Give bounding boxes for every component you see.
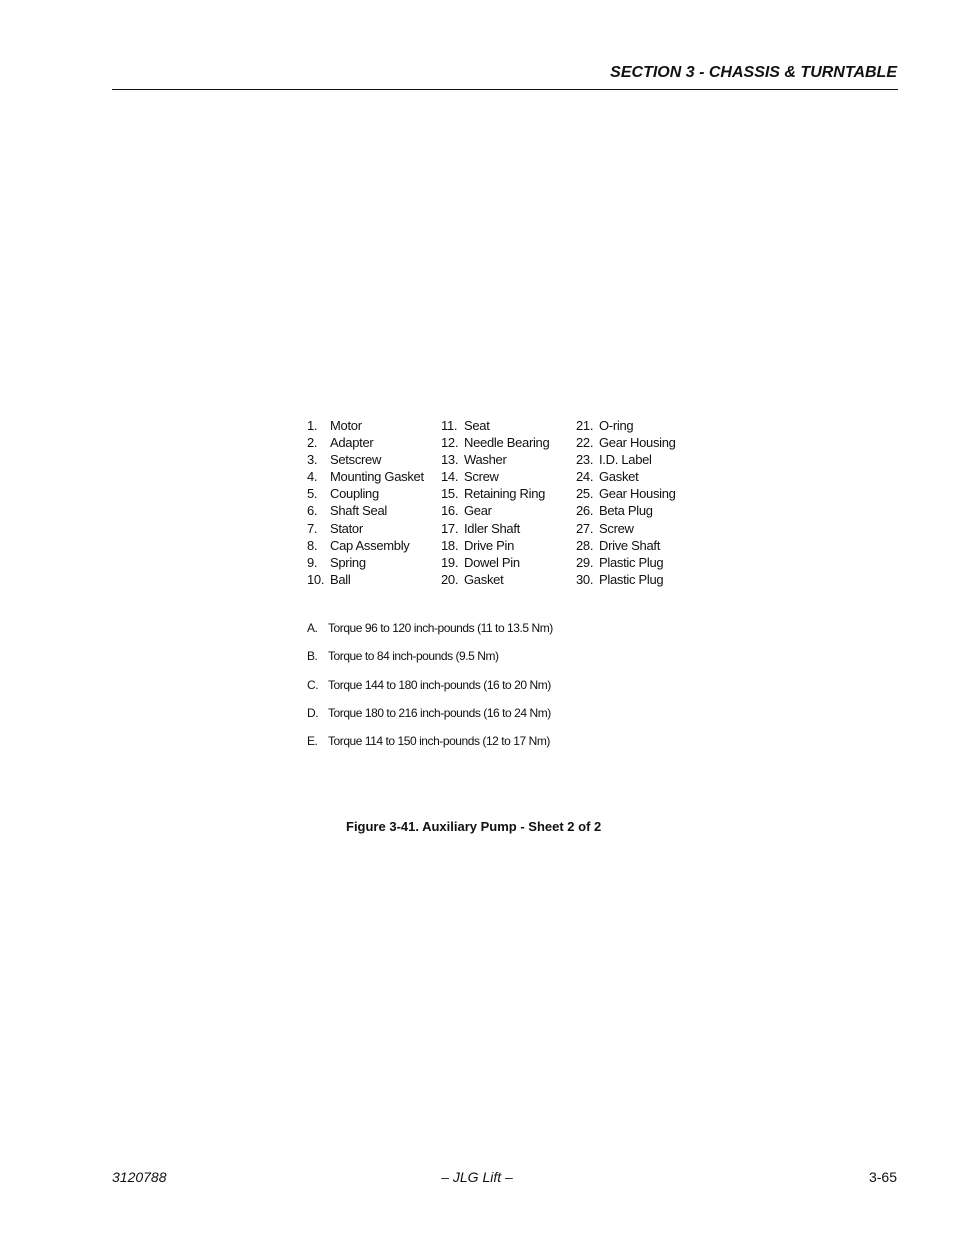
part-name: Cap Assembly bbox=[330, 537, 410, 553]
part-name: Motor bbox=[330, 418, 362, 433]
note-letter: C. bbox=[307, 677, 319, 692]
part-number: 10. bbox=[307, 571, 325, 587]
part-name: Plastic Plug bbox=[599, 571, 664, 587]
part-name: Shaft Seal bbox=[330, 503, 387, 519]
part-name: Drive Shaft bbox=[599, 537, 661, 553]
part-name: O-ring bbox=[599, 418, 634, 433]
note-text: Torque to 84 inch-pounds (9.5 Nm) bbox=[328, 649, 499, 664]
part-name: Beta Plug bbox=[599, 503, 653, 519]
part-number: 3. bbox=[307, 452, 318, 468]
part-name: Gear Housing bbox=[599, 435, 676, 451]
part-number: 15. bbox=[441, 486, 459, 502]
part-number: 2. bbox=[307, 435, 318, 451]
part-number: 7. bbox=[307, 520, 318, 536]
part-number: 20. bbox=[441, 571, 459, 587]
part-name: Idler Shaft bbox=[464, 520, 520, 536]
part-name: Washer bbox=[464, 452, 507, 468]
part-name: Screw bbox=[464, 469, 499, 485]
part-name: Mounting Gasket bbox=[330, 469, 424, 485]
part-name: Spring bbox=[330, 554, 366, 570]
note-letter: E. bbox=[307, 734, 318, 749]
part-name: Dowel Pin bbox=[464, 554, 520, 570]
part-number: 28. bbox=[576, 537, 594, 553]
note-text: Torque 144 to 180 inch-pounds (16 to 20 Nm) bbox=[328, 677, 551, 692]
part-name: Screw bbox=[599, 520, 634, 536]
part-number: 22. bbox=[576, 435, 594, 451]
part-number: 18. bbox=[441, 537, 459, 553]
part-number: 14. bbox=[441, 469, 459, 485]
part-name: Retaining Ring bbox=[464, 486, 546, 502]
note-text: Torque 96 to 120 inch-pounds (11 to 13.5 Nm) bbox=[328, 621, 553, 635]
part-number: 9. bbox=[307, 554, 318, 570]
note-text: Torque 114 to 150 inch-pounds (12 to 17 Nm) bbox=[328, 734, 550, 749]
publisher-name: – JLG Lift – bbox=[441, 1169, 513, 1185]
part-name: Setscrew bbox=[330, 452, 382, 468]
header-divider bbox=[112, 89, 898, 90]
part-name: Drive Pin bbox=[464, 537, 515, 553]
part-name: Coupling bbox=[330, 486, 379, 502]
part-name: Needle Bearing bbox=[464, 435, 550, 451]
part-number: 24. bbox=[576, 469, 594, 485]
figure-caption: Figure 3-41. Auxiliary Pump - Sheet 2 of 2 bbox=[346, 819, 602, 834]
part-name: Adapter bbox=[330, 435, 374, 451]
part-name: Seat bbox=[464, 418, 490, 433]
part-name: Stator bbox=[330, 520, 363, 536]
part-name: Gasket bbox=[464, 571, 504, 587]
part-number: 13. bbox=[441, 452, 459, 468]
part-number: 25. bbox=[576, 486, 594, 502]
page-number: 3-65 bbox=[868, 1169, 897, 1185]
part-number: 8. bbox=[307, 537, 318, 553]
part-number: 4. bbox=[307, 469, 318, 485]
note-letter: D. bbox=[307, 705, 319, 720]
section-title: SECTION 3 - CHASSIS & TURNTABLE bbox=[610, 64, 897, 81]
part-name: Plastic Plug bbox=[599, 554, 664, 570]
doc-number: 3120788 bbox=[112, 1169, 167, 1185]
part-number: 27. bbox=[576, 520, 594, 536]
part-number: 21. bbox=[576, 418, 594, 433]
part-number: 6. bbox=[307, 503, 318, 519]
part-name: Gasket bbox=[599, 469, 639, 485]
part-number: 11. bbox=[441, 418, 458, 433]
part-number: 29. bbox=[576, 554, 594, 570]
note-letter: B. bbox=[307, 649, 318, 664]
part-name: Gear bbox=[464, 503, 492, 519]
part-number: 1. bbox=[307, 418, 318, 433]
part-name: Ball bbox=[330, 571, 351, 587]
note-letter: A. bbox=[307, 621, 318, 635]
note-text: Torque 180 to 216 inch-pounds (16 to 24 Nm) bbox=[328, 705, 551, 720]
part-number: 26. bbox=[576, 503, 594, 519]
part-name: I.D. Label bbox=[599, 452, 652, 468]
part-number: 12. bbox=[441, 435, 459, 451]
part-number: 30. bbox=[576, 571, 594, 587]
part-number: 5. bbox=[307, 486, 318, 502]
part-number: 19. bbox=[441, 554, 459, 570]
part-number: 16. bbox=[441, 503, 459, 519]
part-number: 23. bbox=[576, 452, 594, 468]
part-name: Gear Housing bbox=[599, 486, 676, 502]
part-number: 17. bbox=[441, 520, 459, 536]
